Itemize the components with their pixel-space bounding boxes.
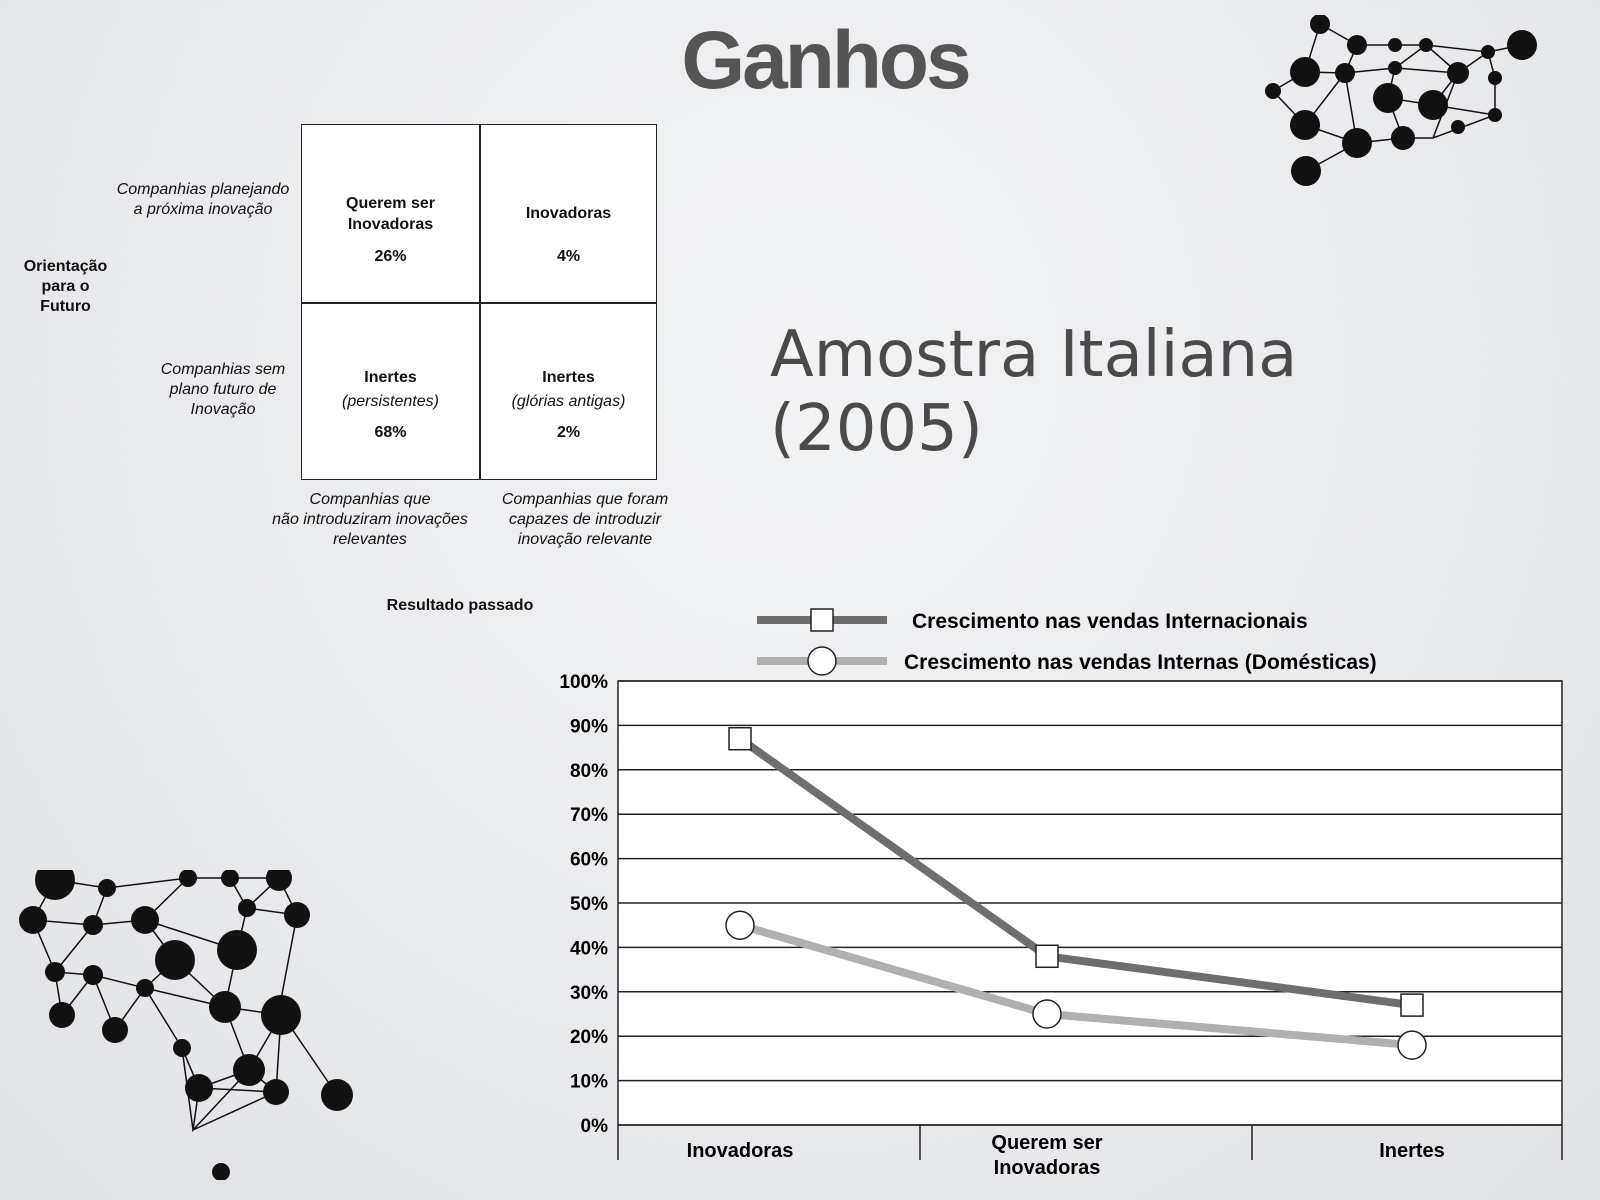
matrix-cell-bottom-right: Inertes (glórias antigas) 2% bbox=[511, 369, 626, 441]
point-marker-circle bbox=[726, 911, 754, 939]
matrix-row-label-bottom: Companhias sem plano futuro de Inovação bbox=[160, 361, 286, 418]
point-marker-square bbox=[729, 728, 751, 750]
legend-label: Crescimento nas vendas Internacionais bbox=[912, 610, 1308, 633]
y-tick-label: 50% bbox=[569, 894, 608, 915]
y-tick-label: 10% bbox=[569, 1071, 608, 1093]
legend-label: Crescimento nas vendas Internas (Domésticas) bbox=[904, 651, 1377, 674]
matrix-x-axis-label: Resultado passado bbox=[386, 597, 534, 614]
y-tick-label: 0% bbox=[580, 1116, 608, 1137]
point-marker-square bbox=[1036, 945, 1058, 967]
y-tick-label: 20% bbox=[569, 1027, 608, 1049]
x-tick-label: Querem ser Inovadoras bbox=[991, 1132, 1103, 1179]
x-tick-label: Inertes bbox=[1379, 1140, 1445, 1162]
point-marker-circle bbox=[808, 647, 836, 675]
legend-item-1 bbox=[757, 609, 1308, 633]
matrix-cell-top-right: Inovadoras 4% bbox=[525, 205, 612, 265]
y-tick-label: 90% bbox=[569, 716, 608, 738]
y-tick-label: 100% bbox=[559, 672, 608, 693]
x-tick-label: Inovadoras bbox=[686, 1140, 794, 1162]
slide-subtitle: Amostra Italiana (2005) bbox=[770, 318, 1298, 466]
legend-item-2 bbox=[757, 647, 1377, 675]
point-marker-circle bbox=[1033, 1000, 1061, 1028]
matrix-y-axis-label: Orientação para o Futuro bbox=[23, 258, 108, 315]
point-marker-square bbox=[811, 609, 833, 631]
x-axis bbox=[618, 1125, 1562, 1179]
y-axis-ticks bbox=[559, 672, 608, 1137]
point-marker-circle bbox=[1398, 1031, 1426, 1059]
point-marker-square bbox=[1401, 994, 1423, 1016]
matrix-row-label-top: Companhias planejando a próxima inovação bbox=[116, 181, 290, 218]
y-tick-label: 60% bbox=[569, 849, 608, 871]
matrix-col-label-right: Companhias que foram capazes de introduzir inovação relevante bbox=[501, 491, 669, 548]
slide-title: Ganhos bbox=[681, 15, 969, 106]
y-tick-label: 40% bbox=[569, 938, 608, 960]
y-tick-label: 30% bbox=[569, 982, 608, 1004]
y-tick-label: 80% bbox=[569, 760, 608, 782]
matrix-cell-bottom-left: Inertes (persistentes) 68% bbox=[342, 369, 439, 441]
y-tick-label: 70% bbox=[569, 805, 608, 827]
matrix-col-label-left: Companhias que não introduziram inovações relevantes bbox=[272, 491, 468, 548]
legend bbox=[757, 609, 1377, 675]
matrix-cell-top-left: Querem ser Inovadoras 26% bbox=[346, 195, 435, 265]
